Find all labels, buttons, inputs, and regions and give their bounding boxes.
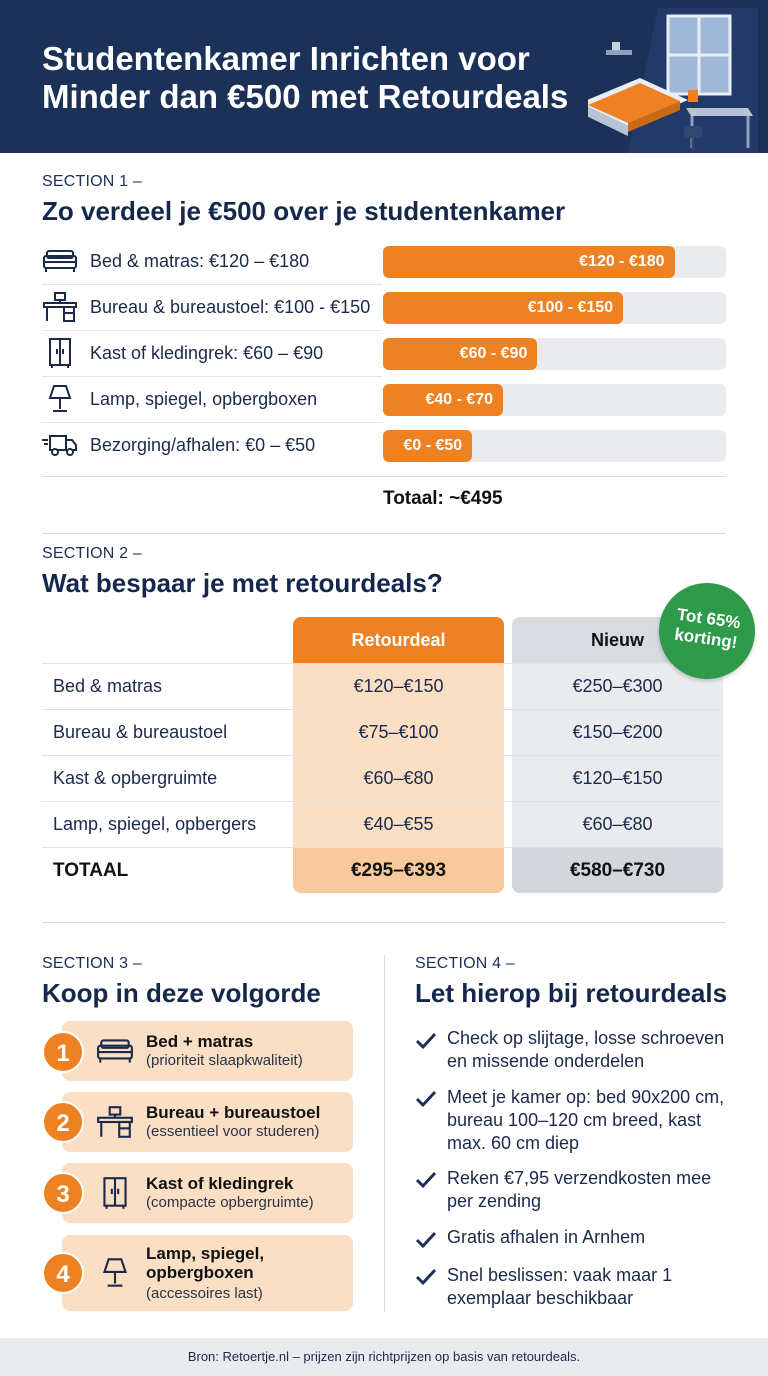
lamp-icon [96,1257,134,1289]
wardrobe-icon [42,338,78,368]
table-cell-item: Bureau & bureaustoel [53,722,228,742]
table-cell-new: €150–€200 [572,722,663,742]
step-title: Bed + matras [146,1032,254,1051]
student-room-illustration [588,8,758,153]
checkmark-icon [415,1090,437,1108]
bed-icon [42,246,78,276]
checkmark-icon [415,1171,437,1189]
table-cell-item: TOTAAL [53,860,129,881]
budget-bar-fill [383,338,537,370]
table-cell-item: Kast & opbergruimte [53,768,218,788]
header-banner [0,0,768,153]
budget-total: Totaal: ~€495 [383,488,503,509]
checklist-item: Meet je kamer op: bed 90x200 cm, bureau 100–120 cm breed, kast max. 60 cm diep [447,1087,725,1153]
step-title: Kast of kledingrek [146,1174,294,1193]
table-total-row [42,847,722,893]
budget-row [42,285,726,331]
budget-label: Lamp, spiegel, opbergboxen [90,389,318,409]
discount-badge-line2: korting! [673,624,739,653]
checkmark-icon [415,1268,437,1286]
budget-bar-track [383,338,726,370]
table-cell-new: €120–€150 [572,768,663,788]
step-number: 2 [42,1101,84,1143]
retourdeal-column-header: Retourdeal [293,617,504,663]
table-cell-new: €60–€80 [582,814,653,834]
budget-label: Bezorging/afhalen: €0 – €50 [90,435,316,455]
section-4-label: SECTION 4 – [415,955,516,972]
table-cell-retour: €295–€393 [350,860,447,881]
budget-bar-label: €60 - €90 [459,345,528,362]
checklist-item: Reken €7,95 verzendkosten mee per zending [447,1168,712,1211]
checklist-item: Snel beslissen: vaak maar 1 exemplaar beschikbaar [447,1265,673,1308]
step-title: Lamp, spiegel, opbergboxen [146,1244,265,1282]
table-cell-retour: €75–€100 [358,722,439,742]
wardrobe-icon [96,1177,134,1209]
table-cell-retour: €40–€55 [363,814,434,834]
section-4-title: Let hierop bij retourdeals [415,978,728,1008]
section-3-title: Koop in deze volgorde [42,978,321,1008]
table-cell-retour: €60–€80 [363,768,434,788]
budget-row [42,423,726,469]
budget-bar-track [383,292,726,324]
budget-row [42,377,726,423]
step-subtitle: (accessoires last) [146,1285,263,1302]
checklist-item: Gratis afhalen in Arnhem [447,1227,646,1247]
budget-bar-label: €0 - €50 [403,437,463,454]
footer-source: Bron: Retoertje.nl – prijzen zijn richtprijzen op basis van retourdeals. [0,1338,768,1376]
table-cell-new: €250–€300 [572,676,663,696]
budget-bar-fill [383,292,623,324]
section-1-label: SECTION 1 – [42,173,143,190]
step-card [62,1163,353,1223]
section-2-title: Wat bespaar je met retourdeals? [42,568,443,598]
step-card [62,1235,353,1311]
table-row [42,663,722,709]
table-row [42,801,722,847]
step-card [62,1092,353,1152]
step-subtitle: (compacte opbergruimte) [146,1194,314,1211]
budget-bar-fill [383,384,503,416]
step-card [62,1021,353,1081]
table-row [42,709,722,755]
table-cell-new: €580–€730 [569,860,666,881]
step-subtitle: (prioriteit slaapkwaliteit) [146,1052,303,1069]
budget-bar-label: €100 - €150 [527,299,614,316]
bed-icon [96,1035,134,1067]
checkmark-icon [415,1032,437,1050]
budget-label: Bureau & bureaustoel: €100 - €150 [90,297,371,317]
step-subtitle: (essentieel voor studeren) [146,1123,320,1140]
step-number: 1 [42,1031,84,1073]
lamp-icon [42,384,78,414]
budget-bar-track [383,246,726,278]
table-cell-item: Bed & matras [53,676,163,696]
table-cell-item: Lamp, spiegel, opbergers [53,814,257,834]
table-cell-retour: €120–€150 [353,676,444,696]
budget-bar-fill [383,430,472,462]
step-number: 4 [42,1252,84,1294]
budget-bar-track [383,384,726,416]
budget-bar-label: €40 - €70 [425,391,494,408]
budget-label: Bed & matras: €120 – €180 [90,251,310,271]
checkmark-icon [415,1231,437,1249]
step-title: Bureau + bureaustoel [146,1103,321,1122]
section-3-label: SECTION 3 – [42,955,143,972]
budget-label: Kast of kledingrek: €60 – €90 [90,343,324,363]
delivery-truck-icon [42,430,78,460]
budget-row [42,239,726,285]
discount-badge-line1: Tot 65% [675,604,742,633]
table-row [42,755,722,801]
budget-row [42,331,726,377]
section-1-title: Zo verdeel je €500 over je studentenkamer [42,196,566,226]
budget-bar-fill [383,246,675,278]
desk-icon [96,1106,134,1138]
desk-icon [42,292,78,322]
budget-bar-track [383,430,726,462]
new-column-header: Nieuw [512,617,723,663]
section-2-label: SECTION 2 – [42,545,143,562]
page-title: Studentenkamer Inrichten voor Minder dan €500 met Retourdeals [42,40,569,115]
checklist-item: Check op slijtage, losse schroeven en missende onderdelen [447,1028,725,1071]
step-number: 3 [42,1172,84,1214]
budget-bar-label: €120 - €180 [579,253,665,270]
